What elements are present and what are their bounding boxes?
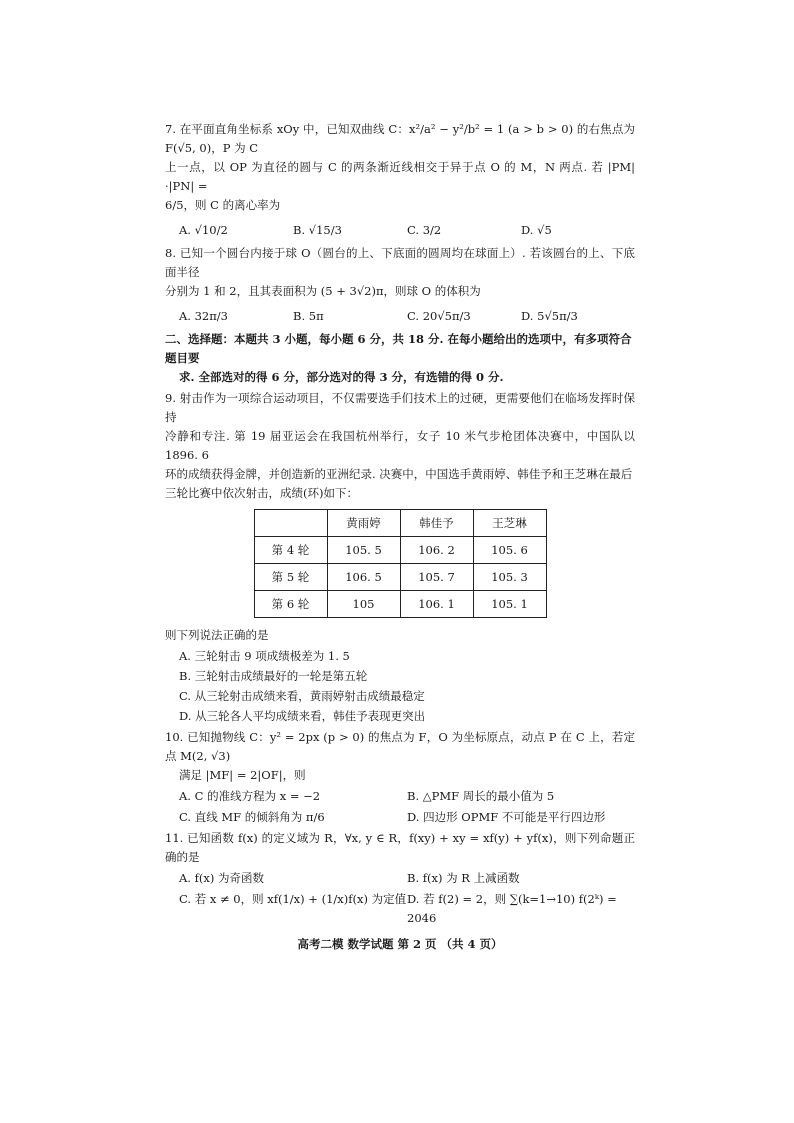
table-cell: 106. 2: [400, 537, 473, 564]
table-cell: 105. 3: [473, 564, 546, 591]
table-row: [254, 564, 546, 591]
table-row: [254, 537, 546, 564]
q10-option-d[interactable]: D. 四边形 OPMF 不可能是平行四边形: [407, 810, 606, 824]
q11-option-a[interactable]: A. f(x) 为奇函数: [179, 871, 264, 885]
q10-line-2: 满足 |MF| = 2|OF|，则: [179, 768, 306, 782]
q8-line-2: 分别为 1 和 2，且其表面积为 (5 + 3√2)π，则球 O 的体积为: [165, 284, 481, 298]
q9-line-1: 9. 射击作为一项综合运动项目，不仅需要选手们技术上的过硬，更需要他们在临场发挥时保持: [165, 391, 635, 424]
q9-line-2: 冷静和专注. 第 19 届亚运会在我国杭州举行，女子 10 米气步枪团体决赛中，中国队以 1896. 6: [165, 429, 635, 462]
q11-option-b[interactable]: B. f(x) 为 R 上减函数: [407, 871, 520, 885]
q11-option-d[interactable]: D. 若 f(2) = 2，则 ∑(k=1→10) f(2ᵏ) = 2046: [407, 892, 617, 925]
q8-option-d[interactable]: D. 5√5π/3: [521, 309, 578, 323]
section-2-line-1: 二、选择题：本题共 3 小题，每小题 6 分，共 18 分. 在每小题给出的选项中，有多项符合题目要: [165, 332, 632, 365]
q9-line-4: 三轮比赛中依次射击，成绩(环)如下：: [165, 486, 358, 500]
q7-line-3: 6/5，则 C 的离心率为: [165, 198, 281, 212]
q9-option-a[interactable]: A. 三轮射击 9 项成绩极差为 1. 5: [179, 649, 350, 663]
table-cell: 106. 5: [327, 564, 400, 591]
q8-option-c[interactable]: C. 20√5π/3: [407, 309, 471, 323]
q7-option-b[interactable]: B. √15/3: [293, 223, 342, 237]
question-11: [165, 829, 635, 928]
score-table: [254, 509, 547, 618]
q10-line-1: 10. 已知抛物线 C：y² = 2px (p > 0) 的焦点为 F，O 为坐标原点，动点 P 在 C 上，若定点 M(2, √3): [165, 730, 635, 763]
q10-option-c[interactable]: C. 直线 MF 的倾斜角为 π/6: [179, 810, 325, 824]
table-cell: 第 4 轮: [254, 537, 327, 564]
q10-option-b[interactable]: B. △PMF 周长的最小值为 5: [407, 789, 555, 803]
page-footer: 高考二模 数学试题 第 2 页 （共 4 页）: [297, 937, 503, 951]
table-cell: 105. 1: [473, 591, 546, 618]
q9-option-c[interactable]: C. 从三轮射击成绩来看，黄雨婷射击成绩最稳定: [179, 689, 425, 703]
table-header-cell: 黄雨婷: [327, 510, 400, 537]
q9-line-3: 环的成绩获得金牌，并创造新的亚洲纪录. 决赛中，中国选手黄雨婷、韩佳予和王芝琳在最后: [165, 467, 633, 481]
q10-options: [179, 787, 635, 827]
q8-option-b[interactable]: B. 5π: [293, 309, 324, 323]
q9-prompt: 则下列说法正确的是: [165, 628, 269, 642]
table-header-cell: [254, 510, 327, 537]
table-cell: 105. 7: [400, 564, 473, 591]
question-8: [165, 244, 635, 326]
q9-option-d[interactable]: D. 从三轮各人平均成绩来看，韩佳予表现更突出: [179, 709, 426, 723]
q11-option-c[interactable]: C. 若 x ≠ 0，则 xf(1/x) + (1/x)f(x) 为定值: [179, 892, 407, 906]
section-2-line-2: 求. 全部选对的得 6 分，部分选对的得 3 分，有选错的得 0 分.: [179, 370, 504, 384]
q10-option-a[interactable]: A. C 的准线方程为 x = −2: [179, 789, 321, 803]
q11-line-1: 11. 已知函数 f(x) 的定义域为 R，∀x, y ∈ R，f(xy) + xy = xf(y) + yf(x)，则下列命题正确的是: [165, 831, 635, 864]
table-header-cell: 王芝琳: [473, 510, 546, 537]
q8-options: [179, 307, 635, 326]
q8-line-1: 8. 已知一个圆台内接于球 O（圆台的上、下底面的圆周均在球面上）. 若该圆台的上、下底面半径: [165, 246, 635, 279]
exam-page: [165, 120, 635, 951]
table-cell: 105: [327, 591, 400, 618]
q7-option-d[interactable]: D. √5: [521, 223, 552, 237]
q8-option-a[interactable]: A. 32π/3: [179, 309, 228, 323]
q7-line-1: 7. 在平面直角坐标系 xOy 中，已知双曲线 C：x²/a² − y²/b² = 1 (a > b > 0) 的右焦点为 F(√5, 0)，P 为 C: [165, 122, 635, 155]
section-2-header: [165, 330, 635, 387]
q9-options: [179, 647, 635, 726]
question-7: [165, 120, 635, 240]
question-10: [165, 728, 635, 827]
table-cell: 105. 6: [473, 537, 546, 564]
question-9: [165, 389, 635, 726]
table-row: [254, 591, 546, 618]
q7-option-a[interactable]: A. √10/2: [179, 223, 228, 237]
table-cell: 第 5 轮: [254, 564, 327, 591]
table-cell: 106. 1: [400, 591, 473, 618]
q9-option-b[interactable]: B. 三轮射击成绩最好的一轮是第五轮: [179, 669, 368, 683]
table-header-cell: 韩佳予: [400, 510, 473, 537]
table-header-row: [254, 510, 546, 537]
q11-options: [179, 869, 635, 928]
table-cell: 第 6 轮: [254, 591, 327, 618]
table-cell: 105. 5: [327, 537, 400, 564]
q7-options: [179, 221, 635, 240]
q7-line-2: 上一点，以 OP 为直径的圆与 C 的两条渐近线相交于异于点 O 的 M，N 两点. 若 |PM|·|PN| =: [165, 160, 635, 193]
q7-option-c[interactable]: C. 3/2: [407, 223, 442, 237]
